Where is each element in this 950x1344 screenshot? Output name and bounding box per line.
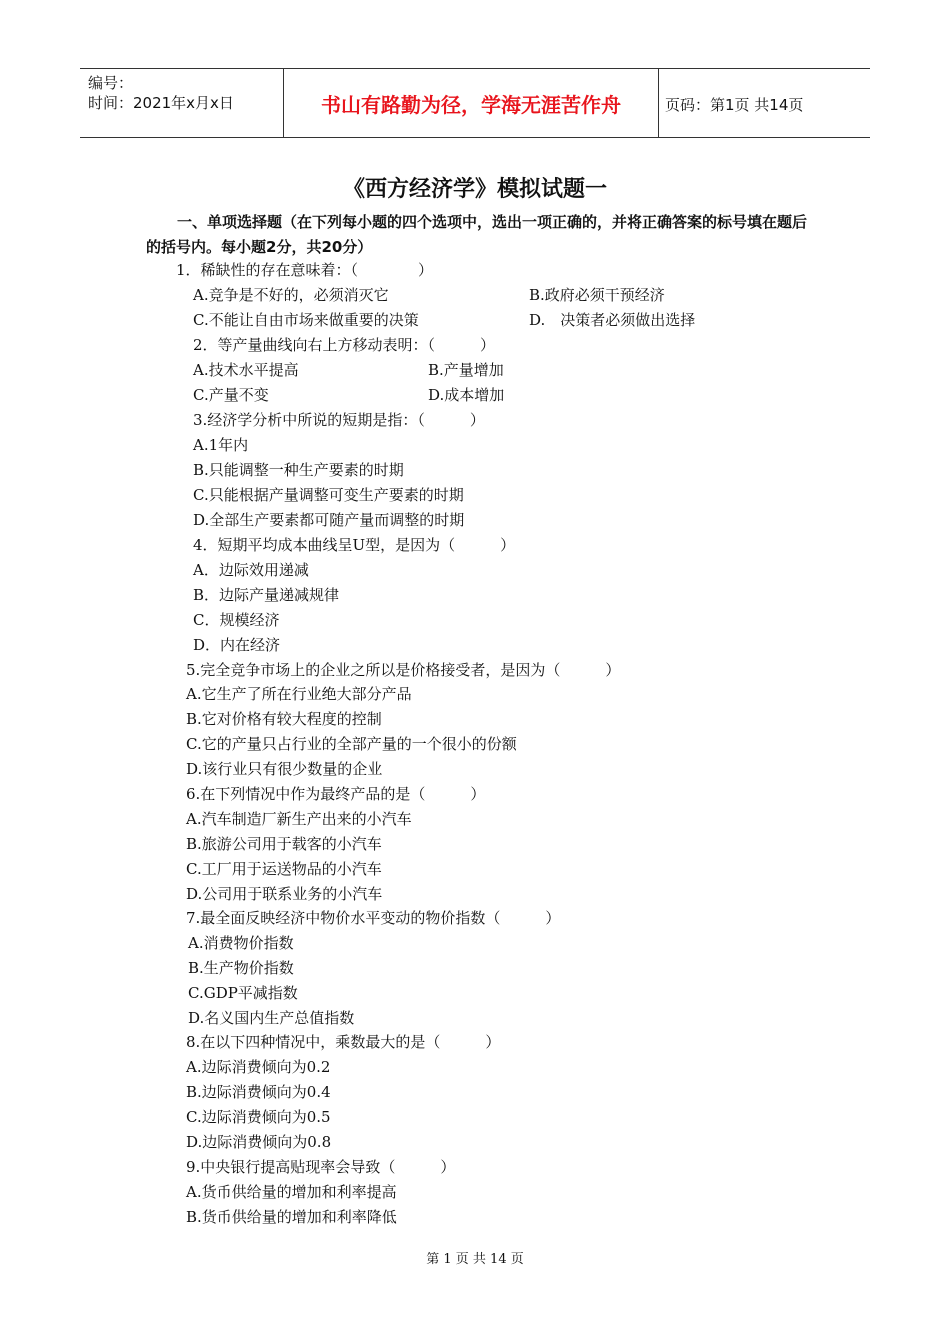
option-4d: D．内在经济 <box>193 636 281 654</box>
page-header <box>80 68 870 138</box>
option-6c: C.工厂用于运送物品的小汽车 <box>186 860 382 878</box>
option-6a: A.汽车制造厂新生产出来的小汽车 <box>186 810 412 828</box>
option-3b: B.只能调整一种生产要素的时期 <box>193 461 404 479</box>
option-4b: B．边际产量递减规律 <box>193 586 340 604</box>
option-8c: C.边际消费倾向为0.5 <box>186 1108 331 1126</box>
option-7b: B.生产物价指数 <box>188 959 294 977</box>
question-1: 1．稀缺性的存在意味着：（ ） <box>176 261 434 279</box>
option-9b: B.货币供给量的增加和利率降低 <box>186 1208 397 1226</box>
option-1a: A.竞争是不好的，必须消灭它 <box>193 286 389 304</box>
option-3c: C.只能根据产量调整可变生产要素的时期 <box>193 486 464 504</box>
option-7d: D.名义国内生产总值指数 <box>188 1009 355 1027</box>
option-6d: D.公司用于联系业务的小汽车 <box>186 885 383 903</box>
option-3a: A.1年内 <box>193 436 249 454</box>
question-6: 6.在下列情况中作为最终产品的是（ ） <box>186 785 486 803</box>
time-label: 时间：2021年x月x日 <box>88 94 234 112</box>
question-7: 7.最全面反映经济中物价水平变动的物价指数（ ） <box>186 909 561 927</box>
page-info: 页码：第1页 共14页 <box>665 96 804 114</box>
motto: 书山有路勤为径，学海无涯苦作舟 <box>283 69 659 137</box>
option-9a: A.货币供给量的增加和利率提高 <box>186 1183 397 1201</box>
question-2: 2．等产量曲线向右上方移动表明：（ ） <box>193 336 496 354</box>
section-heading: 一、单项选择题（在下列每小题的四个选项中，选出一项正确的，并将正确答案的标号填在题后的括号内。每小题2分，共20分） <box>146 213 808 256</box>
option-8d: D.边际消费倾向为0.8 <box>186 1133 332 1151</box>
question-8: 8.在以下四种情况中，乘数最大的是（ ） <box>186 1033 501 1051</box>
option-1c: C.不能让自由市场来做重要的决策 <box>193 311 419 329</box>
option-4a: A．边际效用递减 <box>193 561 309 579</box>
header-meta <box>88 73 234 113</box>
page-footer: 第 1 页 共 14 页 <box>426 1252 524 1267</box>
option-5a: A.它生产了所在行业绝大部分产品 <box>186 685 412 703</box>
number-label: 编号： <box>88 74 134 92</box>
option-5b: B.它对价格有较大程度的控制 <box>186 710 382 728</box>
document-title: 《西方经济学》模拟试题一 <box>342 177 607 202</box>
option-1d: D. 决策者必须做出选择 <box>529 311 696 329</box>
option-7a: A.消费物价指数 <box>188 934 294 952</box>
option-7c: C.GDP平减指数 <box>188 984 298 1002</box>
option-2b: B.产量增加 <box>428 361 504 379</box>
question-4: 4．短期平均成本曲线呈U型，是因为（ ） <box>193 536 516 554</box>
option-4c: C．规模经济 <box>193 611 280 629</box>
option-2d: D.成本增加 <box>428 386 505 404</box>
option-1b: B.政府必须干预经济 <box>529 286 665 304</box>
question-9: 9.中央银行提高贴现率会导致（ ） <box>186 1158 456 1176</box>
question-3: 3.经济学分析中所说的短期是指：（ ） <box>193 411 485 429</box>
option-5c: C.它的产量只占行业的全部产量的一个很小的份额 <box>186 735 517 753</box>
option-5d: D.该行业只有很少数量的企业 <box>186 760 383 778</box>
option-8b: B.边际消费倾向为0.4 <box>186 1083 331 1101</box>
option-3d: D.全部生产要素都可随产量而调整的时期 <box>193 511 465 529</box>
option-6b: B.旅游公司用于载客的小汽车 <box>186 835 382 853</box>
question-5: 5.完全竞争市场上的企业之所以是价格接受者，是因为（ ） <box>186 661 621 679</box>
option-2c: C.产量不变 <box>193 386 269 404</box>
option-2a: A.技术水平提高 <box>193 361 299 379</box>
option-8a: A.边际消费倾向为0.2 <box>186 1058 331 1076</box>
